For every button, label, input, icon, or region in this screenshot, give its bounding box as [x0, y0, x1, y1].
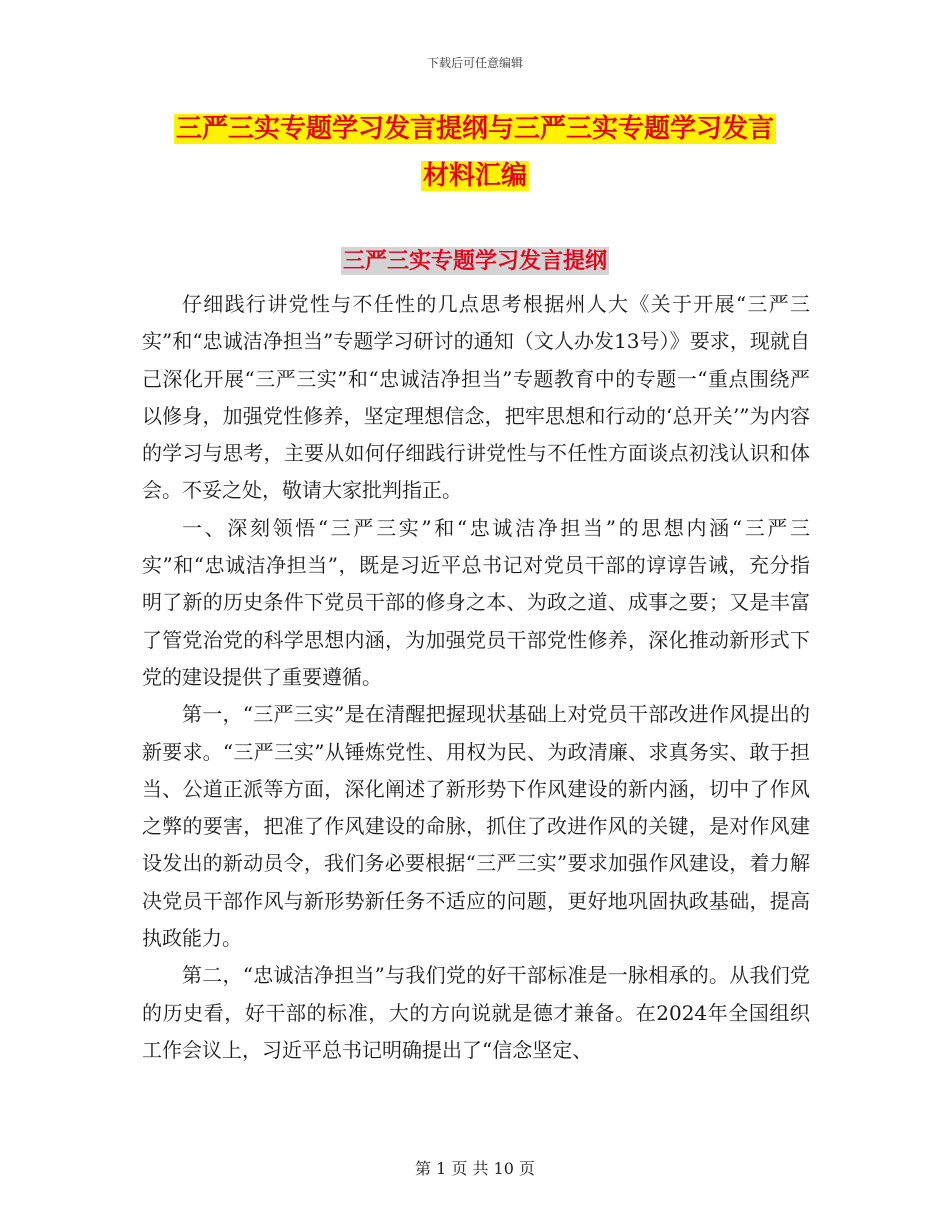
- document-title: [0, 106, 950, 200]
- document-body: [142, 286, 810, 1069]
- paragraph: 仔细践行讲党性与不任性的几点思考根据州人大《关于开展“三严三实”和“忠诚洁净担当”专题学习研讨的通知（文人办发13号）》要求，现就自己深化开展“三严三实”和“忠诚洁净担当”专题教育中的专题一“重点围绕严以修身，加强党性修养，坚定理想信念，把牢思想和行动的‘总开关’”为内容的学习与思考，主要从如何仔细践行讲党性与不任性方面谈点初浅认识和体会。不妥之处，敬请大家批判指正。: [142, 292, 810, 503]
- document-title-line-2: 材料汇编: [422, 161, 527, 191]
- page-header-note: 下载后可任意编辑: [426, 56, 523, 70]
- paragraph: 第一，“三严三实”是在清醒把握现状基础上对党员干部改进作风提出的新要求。“三严三实”从锤炼党性、用权为民、为政清廉、求真务实、敢于担当、公道正派等方面，深化阐述了新形势下作风建设的新内涵，切中了作风之弊的要害，把准了作风建设的命脉，抓住了改进作风的关键，是对作风建设发出的新动员令，我们务必要根据“三严三实”要求加强作风建设，着力解决党员干部作风与新形势新任务不适应的问题，更好地巩固执政基础，提高执政能力。: [142, 702, 810, 951]
- paragraph: 一、深刻领悟“三严三实”和“忠诚洁净担当”的思想内涵“三严三实”和“忠诚洁净担当”，既是习近平总书记对党员干部的谆谆告诫，充分指明了新的历史条件下党员干部的修身之本、为政之道、成事之要；又是丰富了管党治党的科学思想内涵，为加强党员干部党性修养，深化推动新形式下党的建设提供了重要遵循。: [142, 515, 810, 689]
- section-title: [0, 243, 950, 279]
- section-title-text: 三严三实专题学习发言提纲: [342, 248, 607, 274]
- document-title-line-1: 三严三实专题学习发言提纲与三严三实专题学习发言: [175, 114, 774, 144]
- page-number: 第 1 页 共 10 页: [415, 1159, 535, 1178]
- paragraph: 第二，“忠诚洁净担当”与我们党的好干部标准是一脉相承的。从我们党的历史看，好干部的标准，大的方向说就是德才兼备。在2024年全国组织工作会议上，习近平总书记明确提出了“信念坚定、: [142, 963, 810, 1062]
